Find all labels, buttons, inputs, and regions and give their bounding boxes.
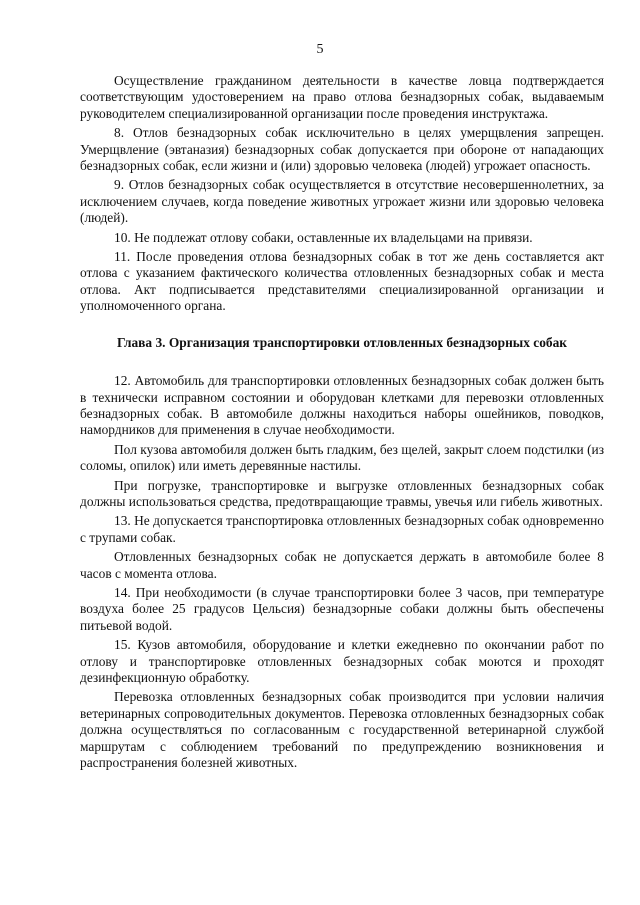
- paragraph-item-11: 11. После проведения отлова безнадзорных собак в тот же день составляется акт отлова с указанием фактического количества отловленных безнадзорных собак и места отлова. Акт подписывается представителями специализированной организации и уполномоченного органа.: [80, 249, 604, 314]
- paragraph-item-10: 10. Не подлежат отлову собаки, оставленные их владельцами на привязи.: [114, 229, 533, 245]
- paragraph-item-9: 9. Отлов безнадзорных собак осуществляется в отсутствие несовершеннолетних, за исключением случаев, когда поведение животных угрожает жизни или здоровью человека (людей).: [80, 177, 604, 226]
- paragraph: При погрузке, транспортировке и выгрузке отловленных безнадзорных собак должны использоваться средства, предотвращающие травмы, увечья или гибель животных.: [80, 477, 604, 509]
- paragraph: Осуществление гражданином деятельности в качестве ловца подтверждается соответствующим удостоверением на право отлова безнадзорных собак, выдаваемым руководителем специализированной организации после проведения инструктажа.: [80, 73, 604, 121]
- paragraph-item-12: 12. Автомобиль для транспортировки отловленных безнадзорных собак должен быть в технически исправном состоянии и оборудован клетками для перевозки отловленных безнадзорных собак. В автомобиле должны находиться наборы ошейников, поводков, намордников для применения в случае необходимости.: [80, 373, 604, 438]
- chapter-heading: Глава 3. Организация транспортировки отловленных безнадзорных собак: [116, 334, 568, 350]
- paragraph-item-13: 13. Не допускается транспортировка отловленных безнадзорных собак одновременно с трупами собак.: [80, 513, 604, 545]
- document-body: [80, 73, 604, 774]
- paragraph: Отловленных безнадзорных собак не допускается держать в автомобиле более 8 часов с момента отлова.: [80, 549, 604, 581]
- page-number: 5: [316, 42, 324, 57]
- paragraph-item-8: 8. Отлов безнадзорных собак исключительно в целях умерщвления запрещен. Умерщвление (эвтаназия) безнадзорных собак допускается при обороне от нападающих безнадзорных собак, если жизни и (или) здоровью человека (людей) угрожает опасность.: [80, 125, 604, 174]
- paragraph: Перевозка отловленных безнадзорных собак производится при условии наличия ветеринарных сопроводительных документов. Перевозка отловленных безнадзорных собак должна осуществляться по согласованным с государственной ветеринарной службой маршрутам с соблюдением требований по предупреждению возникновения и распространения болезней животных.: [80, 689, 604, 771]
- paragraph-item-15: 15. Кузов автомобиля, оборудование и клетки ежедневно по окончании работ по отлову и транспортировке отловленных безнадзорных собак моются и проходят дезинфекционную обработку.: [80, 637, 604, 685]
- paragraph-item-14: 14. При необходимости (в случае транспортировки более 3 часов, при температуре воздуха более 25 градусов Цельсия) безнадзорные собаки должны быть обеспечены питьевой водой.: [80, 584, 604, 633]
- paragraph: Пол кузова автомобиля должен быть гладким, без щелей, закрыт слоем подстилки (из соломы, опилок) или иметь деревянные настилы.: [80, 441, 604, 474]
